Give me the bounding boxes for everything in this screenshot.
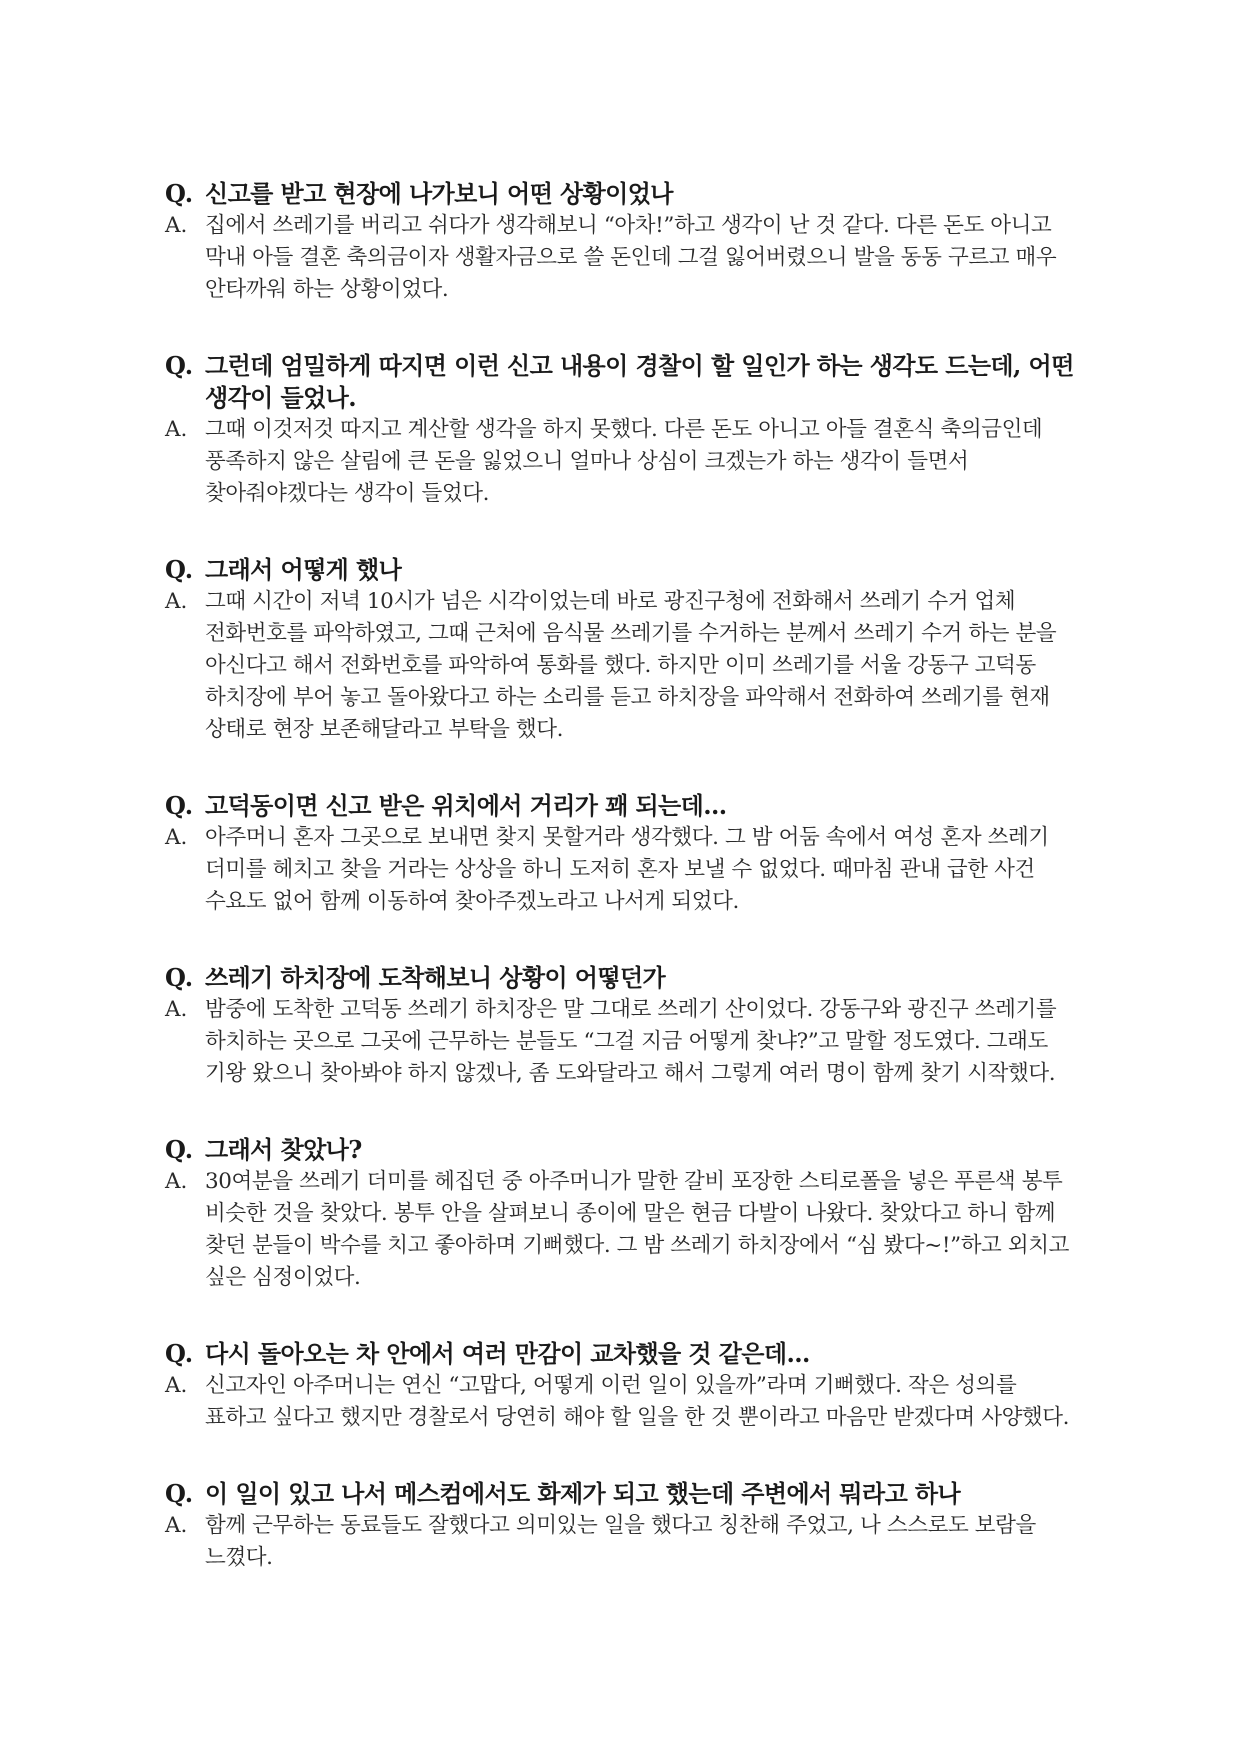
question-text: 신고를 받고 현장에 나가보니 어떤 상황이었나 (205, 179, 673, 208)
answer (165, 1510, 1075, 1574)
question (165, 554, 1075, 586)
qa-block-1 (165, 178, 1075, 306)
question-marker: Q. (165, 179, 194, 208)
qa-block-6 (165, 1134, 1075, 1294)
question-text: 이 일이 있고 나서 메스컴에서도 화제가 되고 했는데 주변에서 뭐라고 하나 (205, 1479, 961, 1508)
answer (165, 1370, 1075, 1434)
interview-content (165, 178, 1075, 1618)
answer (165, 586, 1075, 746)
answer-text: 집에서 쓰레기를 버리고 쉬다가 생각해보니 “아차!”하고 생각이 난 것 같다. 다른 돈도 아니고 막내 아들 결혼 축의금이자 생활자금으로 쓸 돈인데 그걸 잃어버렸으니 발을 동동 구르고 매우 안타까워 하는 상황이었다. (205, 213, 1057, 302)
question (165, 178, 1075, 210)
question-text: 쓰레기 하치장에 도착해보니 상황이 어떻던가 (205, 963, 666, 992)
answer-text: 30여분을 쓰레기 더미를 헤집던 중 아주머니가 말한 갈비 포장한 스티로폴을 넣은 푸른색 봉투 비슷한 것을 찾았다. 봉투 안을 살펴보니 종이에 말은 현금 다발이 나왔다. 찾았다고 하니 함께 찾던 분들이 박수를 치고 좋아하며 기뻐했다. 그 밤 쓰레기 하치장에서 “심 봤다~!”하고 외치고 싶은 심정이었다. (205, 1169, 1069, 1290)
question-text: 그래서 찾았나? (205, 1135, 362, 1164)
qa-block-5 (165, 962, 1075, 1090)
answer-marker: A. (165, 1513, 188, 1538)
qa-block-2 (165, 350, 1075, 510)
question-text: 그래서 어떻게 했나 (205, 555, 402, 584)
answer-text: 그때 시간이 저녁 10시가 넘은 시각이었는데 바로 광진구청에 전화해서 쓰레기 수거 업체 전화번호를 파악하였고, 그때 근처에 음식물 쓰레기를 수거하는 분께서 쓰레기 수거 하는 분을 아신다고 해서 전화번호를 파악하여 통화를 했다. 하지만 이미 쓰레기를 서울 강동구 고덕동 하치장에 부어 놓고 돌아왔다고 하는 소리를 듣고 하치장을 파악해서 전화하여 쓰레기를 현재 상태로 현장 보존해달라고 부탁을 했다. (205, 589, 1057, 742)
answer (165, 210, 1075, 306)
answer-marker: A. (165, 1169, 188, 1194)
question (165, 350, 1075, 414)
answer-marker: A. (165, 1373, 188, 1398)
question (165, 1134, 1075, 1166)
answer-marker: A. (165, 589, 188, 614)
answer (165, 1166, 1075, 1294)
question-text: 그런데 엄밀하게 따지면 이런 신고 내용이 경찰이 할 일인가 하는 생각도 드는데, 어떤 생각이 들었나. (205, 351, 1074, 412)
question-marker: Q. (165, 963, 194, 992)
answer (165, 414, 1075, 510)
question (165, 790, 1075, 822)
answer (165, 994, 1075, 1090)
question-marker: Q. (165, 555, 194, 584)
question (165, 962, 1075, 994)
answer-text: 아주머니 혼자 그곳으로 보내면 찾지 못할거라 생각했다. 그 밤 어둠 속에서 여성 혼자 쓰레기 더미를 헤치고 찾을 거라는 상상을 하니 도저히 혼자 보낼 수 없었다. 때마침 관내 급한 사건 수요도 없어 함께 이동하여 찾아주겠노라고 나서게 되었다. (205, 825, 1049, 914)
answer-marker: A. (165, 997, 188, 1022)
question-marker: Q. (165, 1339, 194, 1368)
question (165, 1478, 1075, 1510)
question (165, 1338, 1075, 1370)
qa-block-7 (165, 1338, 1075, 1434)
question-marker: Q. (165, 1479, 194, 1508)
qa-block-8 (165, 1478, 1075, 1574)
answer-marker: A. (165, 825, 188, 850)
answer (165, 822, 1075, 918)
answer-text: 그때 이것저것 따지고 계산할 생각을 하지 못했다. 다른 돈도 아니고 아들 결혼식 축의금인데 풍족하지 않은 살림에 큰 돈을 잃었으니 얼마나 상심이 크겠는가 하는 생각이 들면서 찾아줘야겠다는 생각이 들었다. (205, 417, 1043, 506)
answer-text: 밤중에 도착한 고덕동 쓰레기 하치장은 말 그대로 쓰레기 산이었다. 강동구와 광진구 쓰레기를 하치하는 곳으로 그곳에 근무하는 분들도 “그걸 지금 어떻게 찾냐?”고 말할 정도였다. 그래도 기왕 왔으니 찾아봐야 하지 않겠나, 좀 도와달라고 해서 그렇게 여러 명이 함께 찾기 시작했다. (205, 997, 1057, 1086)
answer-text: 함께 근무하는 동료들도 잘했다고 의미있는 일을 했다고 칭찬해 주었고, 나 스스로도 보람을 느꼈다. (205, 1513, 1036, 1570)
question-text: 고덕동이면 신고 받은 위치에서 거리가 꽤 되는데... (205, 791, 727, 820)
question-marker: Q. (165, 1135, 194, 1164)
answer-marker: A. (165, 417, 188, 442)
answer-marker: A. (165, 213, 188, 238)
question-marker: Q. (165, 351, 194, 380)
question-text: 다시 돌아오는 차 안에서 여러 만감이 교차했을 것 같은데... (205, 1339, 810, 1368)
question-marker: Q. (165, 791, 194, 820)
qa-block-4 (165, 790, 1075, 918)
answer-text: 신고자인 아주머니는 연신 “고맙다, 어떻게 이런 일이 있을까”라며 기뻐했다. 작은 성의를 표하고 싶다고 했지만 경찰로서 당연히 해야 할 일을 한 것 뿐이라고 마음만 받겠다며 사양했다. (205, 1373, 1070, 1430)
qa-block-3 (165, 554, 1075, 746)
